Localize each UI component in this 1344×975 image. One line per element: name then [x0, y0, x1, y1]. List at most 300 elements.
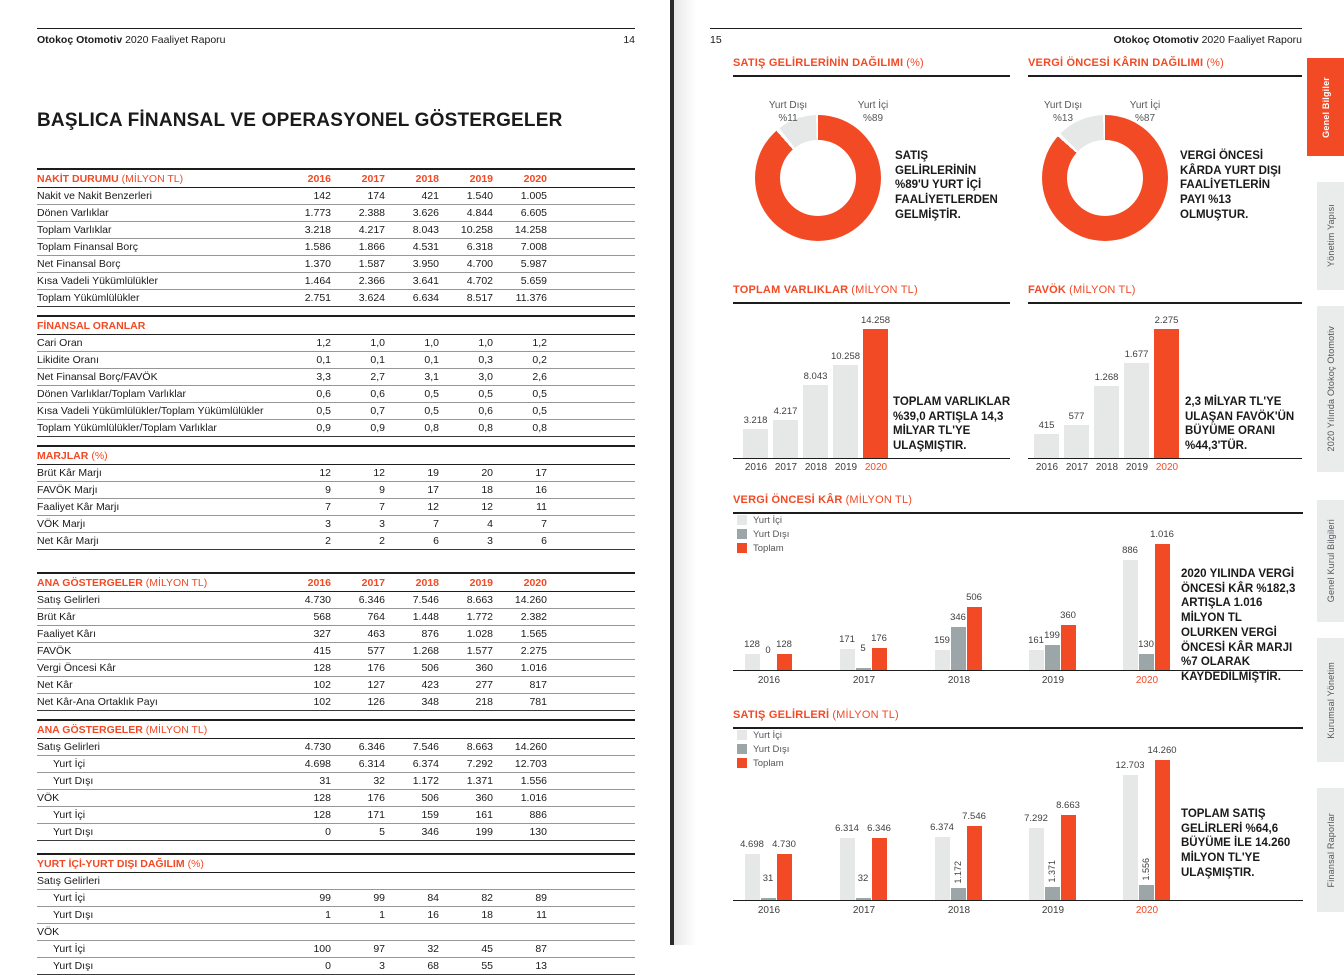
table-title-cell [37, 573, 277, 592]
bar [1034, 434, 1059, 458]
table-row [37, 273, 635, 290]
financial-table [37, 853, 635, 975]
year-label: 2019 [834, 462, 858, 473]
table-title: YURT İÇİ-YURT DIŞI DAĞILIM [37, 858, 185, 870]
spacer-cell [547, 573, 635, 592]
table-title-cell [37, 854, 277, 873]
cell-value: 1 [331, 907, 385, 924]
bar [1139, 885, 1154, 900]
table-row [37, 924, 635, 941]
cell-value: 8.663 [439, 739, 493, 756]
page-header-right [710, 28, 1302, 46]
table-row [37, 403, 635, 420]
cell-value: 32 [331, 773, 385, 790]
row-label: Satış Gelirleri [37, 592, 277, 609]
cell-value: 8.043 [385, 222, 439, 239]
spacer-cell [547, 824, 635, 841]
bar [863, 329, 888, 458]
bar [1123, 775, 1138, 900]
chart-title-unit: (MİLYON TL) [1069, 284, 1136, 296]
bar [872, 838, 887, 900]
year-header: 2019 [439, 169, 493, 188]
bar [840, 838, 855, 900]
cell-value: 1.371 [439, 773, 493, 790]
legend-label: Toplam [753, 542, 784, 554]
table-row [37, 205, 635, 222]
row-label: Cari Oran [37, 335, 277, 352]
bar-value-label: 12.703 [1115, 760, 1145, 771]
chart-title-text: SATIŞ GELİRLERİNİN DAĞILIMI [733, 57, 904, 69]
spacer-cell [547, 352, 635, 369]
table-row [37, 677, 635, 694]
cell-value: 506 [385, 790, 439, 807]
cell-value: 102 [277, 694, 331, 711]
cell-value: 463 [331, 626, 385, 643]
donut-chart-card [1028, 50, 1302, 276]
bar-value-label: 4.217 [773, 406, 798, 417]
bar-value-label: 159 [934, 635, 950, 646]
year-label: 2020 [1155, 462, 1179, 473]
row-label: Likidite Oranı [37, 352, 277, 369]
bar [761, 898, 776, 900]
bar-value-label: 7.546 [962, 811, 986, 822]
cell-value: 68 [385, 958, 439, 975]
cell-value: 0,5 [439, 386, 493, 403]
row-label: Yurt İçi [37, 941, 277, 958]
cell-value: 0,8 [493, 420, 547, 437]
cell-value: 0 [277, 958, 331, 975]
cell-value: 11 [493, 907, 547, 924]
cell-value: 327 [277, 626, 331, 643]
cell-value: 4.702 [439, 273, 493, 290]
cell-value: 1,0 [385, 335, 439, 352]
page-header-left [37, 28, 635, 46]
spacer-cell [547, 533, 635, 550]
cell-value: 4.844 [439, 205, 493, 222]
cell-value: 2.382 [493, 609, 547, 626]
bar-value-label: 4.698 [740, 839, 764, 850]
cell-value: 7 [493, 516, 547, 533]
chart-title [733, 702, 1303, 729]
spacer-cell [547, 677, 635, 694]
year-label: 2017 [852, 675, 876, 686]
legend-swatch [737, 515, 747, 525]
spacer-cell [547, 403, 635, 420]
spacer-cell [547, 316, 635, 335]
spacer-cell [547, 739, 635, 756]
cell-value: 7.546 [385, 739, 439, 756]
cell-value: 7.546 [385, 592, 439, 609]
cell-value: 1,2 [277, 335, 331, 352]
donut-area [733, 77, 1010, 262]
table-row [37, 222, 635, 239]
table-head [37, 720, 635, 739]
spacer-cell [547, 465, 635, 482]
year-label: 2017 [774, 462, 798, 473]
table-title-cell [37, 446, 277, 465]
chart-caption: SATIŞ GELİRLERİNİN %89'U YURT İÇİ FAALİYETLERDEN GELMİŞTİR. [895, 150, 998, 221]
slice-label-name: Yurt İçi [857, 100, 889, 111]
spacer-cell [547, 169, 635, 188]
table-row [37, 256, 635, 273]
row-label: Toplam Finansal Borç [37, 239, 277, 256]
cell-value: 3 [331, 516, 385, 533]
chart-title [1028, 277, 1302, 304]
row-label: Faaliyet Kârı [37, 626, 277, 643]
cell-value: 0,3 [439, 352, 493, 369]
table-row [37, 660, 635, 677]
spacer-cell [547, 239, 635, 256]
table-row [37, 941, 635, 958]
cell-value: 6.314 [331, 756, 385, 773]
year-label: 2016 [1035, 462, 1059, 473]
legend-label: Toplam [753, 757, 784, 769]
table-row [37, 335, 635, 352]
table-body [37, 335, 635, 437]
year-header [439, 720, 493, 739]
cell-value: 89 [493, 890, 547, 907]
sidebar-tab-6[interactable] [1317, 788, 1344, 912]
cell-value: 176 [331, 790, 385, 807]
cell-value: 0,1 [385, 352, 439, 369]
spacer-cell [547, 499, 635, 516]
cell-value: 3.624 [331, 290, 385, 307]
bar-value-label: 32 [857, 873, 869, 884]
bar [1064, 425, 1089, 458]
year-header [493, 720, 547, 739]
page-right [672, 0, 1344, 945]
cell-value: 18 [439, 907, 493, 924]
sidebar-tab-3[interactable] [1317, 306, 1344, 472]
table-row [37, 482, 635, 499]
bar-value-label: 128 [744, 639, 760, 650]
bar [1029, 828, 1044, 900]
cell-value: 11.376 [493, 290, 547, 307]
bar [1061, 625, 1076, 670]
spacer-cell [547, 626, 635, 643]
chart-title [733, 50, 1010, 77]
table-head [37, 854, 635, 873]
cell-value: 2.751 [277, 290, 331, 307]
bar [773, 420, 798, 458]
cell-value: 12 [385, 499, 439, 516]
year-header [277, 446, 331, 465]
bar [951, 888, 966, 900]
cell-value: 6 [493, 533, 547, 550]
table-row [37, 694, 635, 711]
table-unit: (%) [187, 858, 204, 870]
spacer-cell [547, 941, 635, 958]
table-header-row [37, 573, 635, 592]
table-row [37, 420, 635, 437]
cell-value: 4.730 [277, 592, 331, 609]
cell-value: 0,8 [385, 420, 439, 437]
row-label: Yurt İçi [37, 890, 277, 907]
spacer-cell [547, 873, 635, 890]
cell-value: 421 [385, 188, 439, 205]
cell-value: 1.370 [277, 256, 331, 273]
table-row [37, 386, 635, 403]
bar [935, 650, 950, 670]
cell-value: 6.374 [385, 756, 439, 773]
cell-value: 0,1 [331, 352, 385, 369]
cell-value: 0,1 [277, 352, 331, 369]
spacer-cell [547, 924, 635, 941]
bar-value-label: 7.292 [1024, 813, 1048, 824]
table-row [37, 626, 635, 643]
table-body [37, 592, 635, 711]
cell-value: 0,8 [439, 420, 493, 437]
cell-value: 1.172 [385, 773, 439, 790]
cell-value: 31 [277, 773, 331, 790]
cell-value: 1,0 [439, 335, 493, 352]
cell-value: 1.866 [331, 239, 385, 256]
bar-value-label: 171 [839, 634, 855, 645]
cell-value: 99 [331, 890, 385, 907]
cell-value: 1,0 [331, 335, 385, 352]
table-head [37, 573, 635, 592]
cell-value: 1.448 [385, 609, 439, 626]
year-header [385, 446, 439, 465]
bar-value-label: 577 [1068, 411, 1085, 422]
page-left [0, 0, 672, 972]
bar-value-label: 360 [1060, 610, 1076, 621]
cell-value: 16 [385, 907, 439, 924]
bar [935, 837, 950, 900]
cell-value: 87 [493, 941, 547, 958]
cell-value: 2.275 [493, 643, 547, 660]
cell-value: 3.950 [385, 256, 439, 273]
table-row [37, 773, 635, 790]
row-label: Net Finansal Borç [37, 256, 277, 273]
year-header [493, 854, 547, 873]
table-header-row [37, 446, 635, 465]
cell-value: 99 [277, 890, 331, 907]
table-header-row [37, 169, 635, 188]
spacer-cell [547, 790, 635, 807]
cell-value: 1.577 [439, 643, 493, 660]
bar-value-label: 161 [1028, 635, 1044, 646]
row-label: Satış Gelirleri [37, 873, 277, 890]
bar-chart-card [733, 277, 1010, 483]
year-header: 2020 [493, 169, 547, 188]
bar [803, 385, 828, 458]
spacer-cell [547, 958, 635, 975]
cell-value: 360 [439, 790, 493, 807]
cell-value: 348 [385, 694, 439, 711]
year-label: 2017 [1065, 462, 1089, 473]
cell-value: 3.218 [277, 222, 331, 239]
cell-value: 55 [439, 958, 493, 975]
table-title-cell [37, 169, 277, 188]
year-label: 2019 [1125, 462, 1149, 473]
cell-value: 5.659 [493, 273, 547, 290]
bar [777, 654, 792, 670]
table-unit: (MİLYON TL) [145, 577, 208, 589]
spacer-cell [547, 756, 635, 773]
financial-table [37, 572, 635, 711]
chart-title-unit: (%) [906, 57, 924, 69]
chart-title-unit: (MİLYON TL) [851, 284, 918, 296]
cell-value: 0,5 [385, 386, 439, 403]
table-body [37, 188, 635, 307]
row-label: Satış Gelirleri [37, 739, 277, 756]
chart-title [733, 277, 1010, 304]
cell-value: 1.773 [277, 205, 331, 222]
grouped-bar-chart-card [733, 487, 1303, 699]
cell-value: 1.565 [493, 626, 547, 643]
cell-value: 876 [385, 626, 439, 643]
table-title: NAKİT DURUMU [37, 173, 119, 185]
cell-value: 6 [385, 533, 439, 550]
bar [1123, 560, 1138, 670]
year-header: 2018 [385, 573, 439, 592]
bar [967, 607, 982, 670]
table-row [37, 739, 635, 756]
table-title: ANA GÖSTERGELER [37, 724, 143, 736]
sidebar-tab-1[interactable] [1307, 58, 1344, 156]
cell-value: 127 [331, 677, 385, 694]
cell-value [493, 924, 547, 941]
cell-value [385, 924, 439, 941]
spacer-cell [547, 592, 635, 609]
cell-value [277, 873, 331, 890]
slice-label-value: %13 [1052, 113, 1073, 124]
page-number: 14 [623, 34, 635, 46]
year-header [385, 720, 439, 739]
year-header [277, 316, 331, 335]
year-label: 2018 [947, 905, 971, 916]
bar [1094, 386, 1119, 458]
legend-item [737, 728, 789, 742]
donut-slice-label [753, 99, 823, 125]
year-header [331, 854, 385, 873]
row-label: Yurt Dışı [37, 824, 277, 841]
year-header [493, 446, 547, 465]
bar-chart-card [1028, 277, 1302, 483]
cell-value: 1.586 [277, 239, 331, 256]
cell-value: 346 [385, 824, 439, 841]
row-label: Toplam Varlıklar [37, 222, 277, 239]
chart-title-text: TOPLAM VARLIKLAR [733, 284, 849, 296]
cell-value: 423 [385, 677, 439, 694]
sidebar-tab-label: Genel Bilgiler [1320, 76, 1331, 138]
cell-value: 506 [385, 660, 439, 677]
financial-table [37, 719, 635, 841]
cell-value: 100 [277, 941, 331, 958]
sidebar-tab-5[interactable] [1317, 638, 1344, 762]
cell-value: 886 [493, 807, 547, 824]
cell-value: 128 [277, 807, 331, 824]
cell-value: 14.260 [493, 739, 547, 756]
cell-value: 7.008 [493, 239, 547, 256]
bar-value-label: 130 [1138, 639, 1154, 650]
year-label: 2020 [864, 462, 888, 473]
cell-value: 4.217 [331, 222, 385, 239]
bar-value-label: 1.371 [1047, 860, 1057, 883]
spacer-cell [547, 890, 635, 907]
sidebar-tab-2[interactable] [1317, 182, 1344, 290]
sidebar-tab-4[interactable] [1317, 500, 1344, 622]
sidebar-tab-label: 2020 Yılında Otokoç Otomotiv [1325, 326, 1336, 452]
year-label: 2016 [744, 462, 768, 473]
cell-value: 781 [493, 694, 547, 711]
spacer-cell [547, 386, 635, 403]
cell-value: 1.016 [493, 660, 547, 677]
table-title-cell [37, 720, 277, 739]
cell-value: 32 [385, 941, 439, 958]
spacer-cell [547, 256, 635, 273]
table-unit: (MİLYON TL) [145, 724, 208, 736]
bar [1045, 645, 1060, 670]
cell-value: 5 [331, 824, 385, 841]
year-label: 2018 [1095, 462, 1119, 473]
table-head [37, 446, 635, 465]
year-header [385, 854, 439, 873]
grouped-bar-chart-card [733, 702, 1303, 920]
bar [951, 627, 966, 670]
row-label: Net Kâr-Ana Ortaklık Payı [37, 694, 277, 711]
row-label: Vergi Öncesi Kâr [37, 660, 277, 677]
year-header [277, 854, 331, 873]
bar [1124, 363, 1149, 458]
brand-subtitle: 2020 Faaliyet Raporu [1201, 34, 1302, 46]
cell-value: 1.540 [439, 188, 493, 205]
bar-value-label: 6.374 [930, 822, 954, 833]
bar [833, 365, 858, 458]
spacer-cell [547, 482, 635, 499]
cell-value: 1.028 [439, 626, 493, 643]
row-label: Kısa Vadeli Yükümlülükler/Toplam Yükümlülükler [37, 403, 277, 420]
chart-caption: 2,3 MİLYAR TL'YE ULAŞAN FAVÖK'ÜN BÜYÜME ORANI %44,3'TÜR. [1185, 396, 1295, 453]
cell-value: 3 [277, 516, 331, 533]
row-label: Yurt Dışı [37, 773, 277, 790]
cell-value: 7 [385, 516, 439, 533]
year-header [439, 854, 493, 873]
table-unit: (%) [91, 450, 108, 462]
bar-value-label: 14.258 [860, 315, 891, 326]
page-divider [670, 0, 674, 945]
year-label: 2017 [852, 905, 876, 916]
cell-value: 7 [277, 499, 331, 516]
financial-table [37, 168, 635, 307]
table-head [37, 316, 635, 335]
table-row [37, 533, 635, 550]
cell-value: 20 [439, 465, 493, 482]
table-body [37, 739, 635, 841]
legend-label: Yurt Dışı [753, 743, 790, 755]
cell-value: 14.258 [493, 222, 547, 239]
financial-tables [37, 168, 635, 975]
cell-value: 10.258 [439, 222, 493, 239]
cell-value [439, 924, 493, 941]
cell-value: 17 [385, 482, 439, 499]
cell-value: 2,6 [493, 369, 547, 386]
year-label: 2019 [1041, 675, 1065, 686]
table-head [37, 169, 635, 188]
table-row [37, 592, 635, 609]
cell-value: 12 [277, 465, 331, 482]
bar-value-label: 0 [765, 645, 771, 656]
bar-value-label: 31 [762, 873, 774, 884]
chart-title-text: VERGİ ÖNCESİ KÂR [733, 494, 843, 506]
table-row [37, 499, 635, 516]
bar [856, 898, 871, 900]
financial-table [37, 315, 635, 437]
brand-subtitle: 2020 Faaliyet Raporu [125, 34, 226, 46]
table-row [37, 643, 635, 660]
cell-value: 1 [277, 907, 331, 924]
